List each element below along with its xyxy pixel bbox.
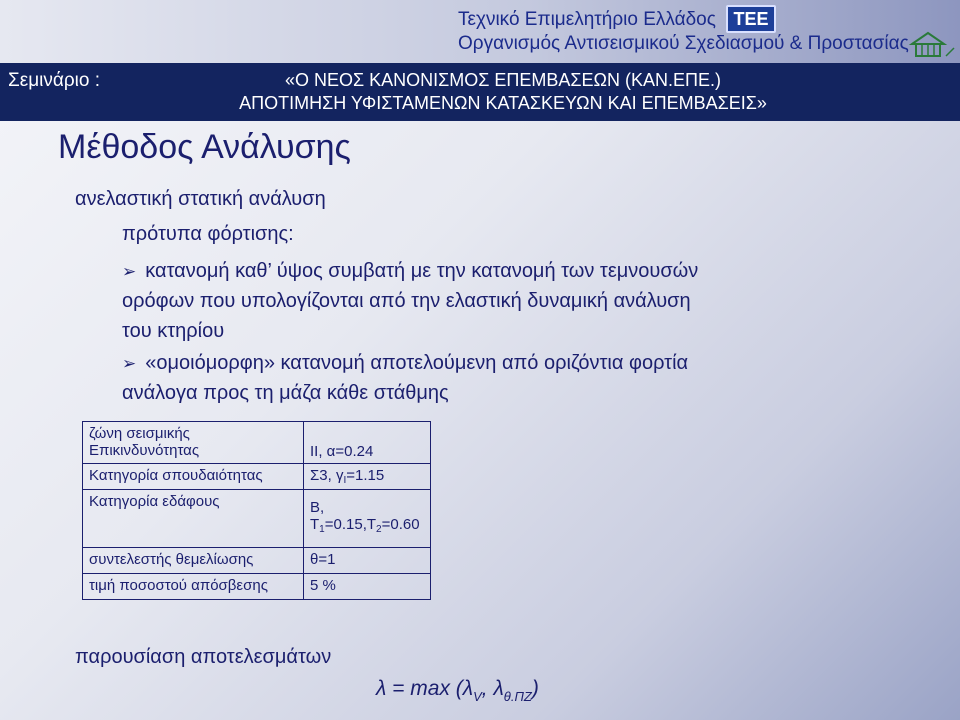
table-row (83, 422, 431, 464)
table-cell-value: Σ3, $\gamma_I=1.15$ (304, 464, 431, 490)
header-bar (0, 0, 960, 63)
table-cell-label: ζώνη σεισμικής Επικινδυνότητας (83, 422, 304, 464)
bullet-1-line2: ορόφων που υπολογίζονται από την ελαστική δυναμική ανάλυση (122, 290, 691, 312)
analysis-type: ανελαστική στατική ανάλυση (75, 188, 326, 210)
oasp-house-logo-icon (908, 30, 956, 58)
seminar-title-line1: «Ο ΝΕΟΣ ΚΑΝΟΝΙΣΜΟΣ ΕΠΕΜΒΑΣΕΩΝ (ΚΑΝ.ΕΠΕ.) (284, 70, 722, 90)
loading-patterns-label: πρότυπα φόρτισης: (122, 223, 294, 245)
table-cell-label: Κατηγορία εδάφους (83, 490, 304, 548)
bullet-2-line2: ανάλογα προς τη μάζα κάθε στάθμης (122, 382, 449, 404)
arrowhead-bullet-icon: ➢ (122, 262, 137, 282)
table-cell-value: θ=1 (304, 548, 431, 574)
table-cell-value: 5 % (304, 574, 431, 600)
table-cell-value: ΙΙ, α=0.24 (304, 422, 431, 464)
table-cell-label: συντελεστής θεμελίωσης (83, 548, 304, 574)
table-cell-label: Κατηγορία σπουδαιότητας (83, 464, 304, 490)
table-row (83, 490, 431, 548)
org-name-oasp: Οργανισμός Αντισεισμικού Σχεδιασμού & Προστασίας (458, 33, 909, 54)
table-cell-value: Β, $T_1=0.15,T_2=0.60$ (304, 490, 431, 548)
slide-title: Μέθοδος Ανάλυσης (58, 128, 351, 166)
seminar-label: Σεμινάριο : (8, 70, 101, 91)
tee-logo: ΤΕΕ (726, 5, 776, 33)
table-row (83, 574, 431, 600)
bullet-1-line1: ➢ κατανομή καθ’ ύψος συμβατή με την κατανομή των τεμνουσών (122, 260, 699, 282)
table-row (83, 548, 431, 574)
seminar-band (0, 63, 960, 121)
arrowhead-bullet-icon: ➢ (122, 354, 137, 374)
org-name-tee: Τεχνικό Επιμελητήριο Ελλάδος (458, 9, 716, 30)
parameters-table (82, 421, 431, 600)
table-row (83, 464, 431, 490)
seminar-title-line2: ΑΠΟΤΙΜΗΣΗ ΥΦΙΣΤΑΜΕΝΩΝ ΚΑΤΑΣΚΕΥΩΝ ΚΑΙ ΕΠΕΜΒΑΣΕΙΣ» (239, 93, 767, 113)
bullet-1-line3: του κτηρίου (122, 320, 225, 342)
table-cell-label: τιμή ποσοστού απόσβεσης (83, 574, 304, 600)
lambda-formula: $\lambda = \max (\lambda_V$, $\lambda_{\theta.\Pi Z}$) (376, 677, 539, 704)
bullet-2-line1: ➢ «ομοιόμορφη» κατανομή αποτελούμενη από οριζόντια φορτία (122, 352, 689, 374)
results-label: παρουσίαση αποτελεσμάτων (75, 646, 332, 668)
